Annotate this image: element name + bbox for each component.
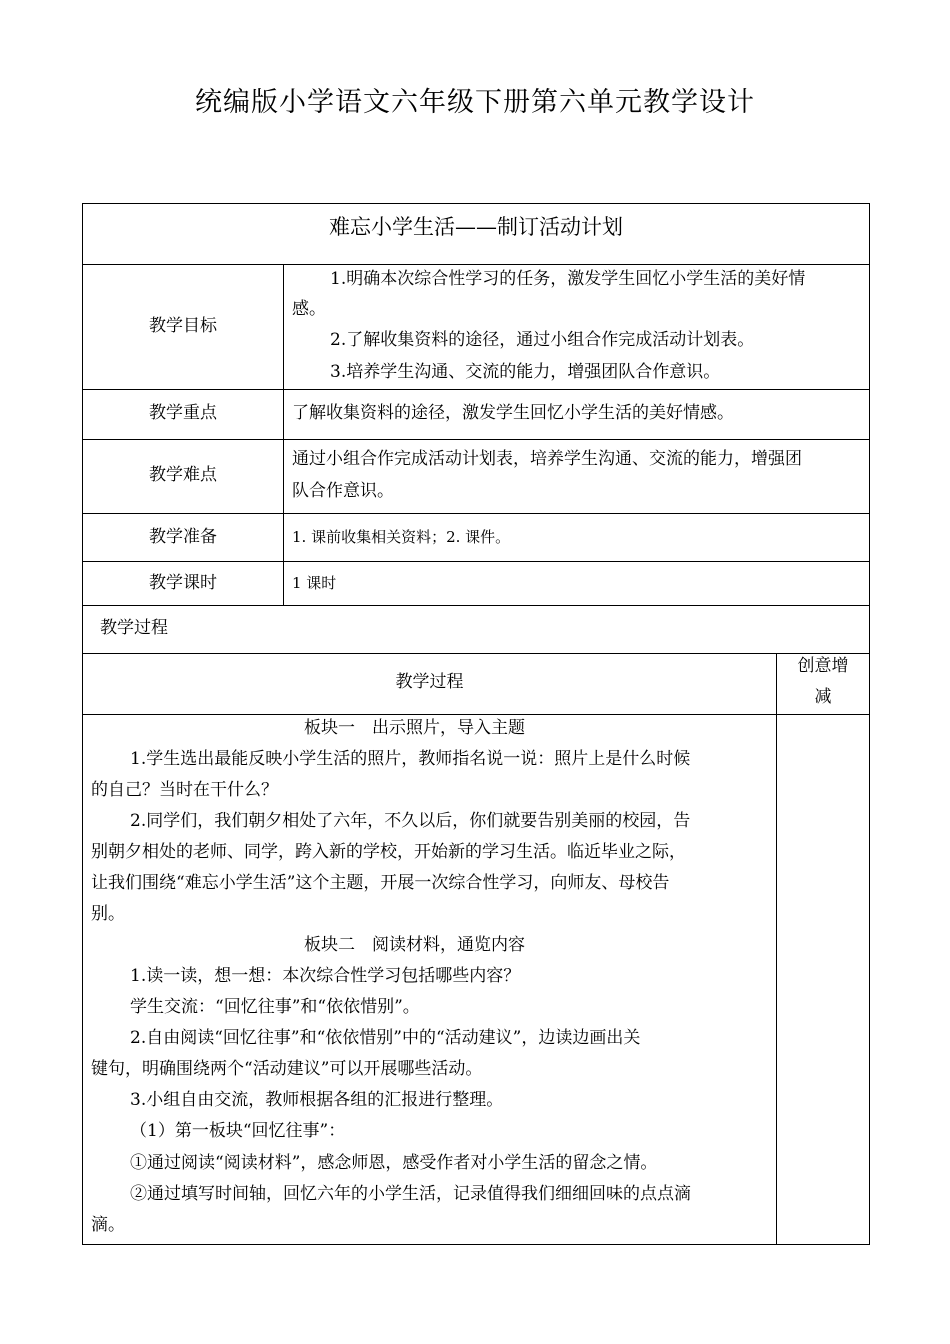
process-line: 1.学生选出最能反映小学生活的照片，教师指名说一说：照片上是什么时候 <box>130 749 691 769</box>
process-line: 别朝夕相处的老师、同学，跨入新的学校，开始新的学习生活。临近毕业之际， <box>91 842 686 862</box>
lesson-title: 难忘小学生活——制订活动计划 <box>329 215 623 239</box>
table-border-bottom <box>82 1244 870 1245</box>
process-line: 的自己？当时在干什么？ <box>91 780 278 800</box>
process-line: 让我们围绕“难忘小学生活”这个主题，开展一次综合性学习，向师友、母校告 <box>91 873 670 893</box>
process-line: ②通过填写时间轴，回忆六年的小学生活，记录值得我们细细回味的点点滴 <box>130 1184 691 1204</box>
row-divider <box>82 389 870 390</box>
process-line: 3.小组自由交流，教师根据各组的汇报进行整理。 <box>130 1090 504 1110</box>
document-title: 统编版小学语文六年级下册第六单元教学设计 <box>195 87 755 118</box>
label-column-divider <box>283 264 284 606</box>
table-border-left <box>82 203 83 1245</box>
difficulties-line: 通过小组合作完成活动计划表，培养学生沟通、交流的能力，增强团 <box>292 449 802 469</box>
preparation-text: 1. 课前收集相关资料；2. 课件。 <box>292 528 511 546</box>
process-line: 1.读一读，想一想：本次综合性学习包括哪些内容？ <box>130 966 521 986</box>
process-line: （1）第一板块“回忆往事”： <box>130 1121 346 1141</box>
process-line: 滴。 <box>91 1215 125 1235</box>
process-line: 2.自由阅读“回忆往事”和“依依惜别”中的“活动建议”，边读边画出关 <box>130 1028 641 1048</box>
difficulties-label: 教学难点 <box>149 465 217 485</box>
process-line: 键句，明确围绕两个“活动建议”可以开展哪些活动。 <box>91 1059 483 1079</box>
difficulties-line: 队合作意识。 <box>292 481 394 501</box>
objectives-line: 感。 <box>292 299 326 319</box>
hours-text: 1 课时 <box>292 574 337 592</box>
table-border-right <box>869 203 870 1245</box>
row-divider <box>82 561 870 562</box>
key-points-label: 教学重点 <box>149 403 217 423</box>
key-points-text: 了解收集资料的途径，激发学生回忆小学生活的美好情感。 <box>292 403 734 423</box>
row-divider <box>82 439 870 440</box>
process-line: 学生交流：“回忆往事”和“依依惜别”。 <box>130 997 420 1017</box>
section-heading: 板块一 出示照片，导入主题 <box>304 718 525 738</box>
objectives-line: 1.明确本次综合性学习的任务，激发学生回忆小学生活的美好情 <box>330 269 806 289</box>
row-divider <box>82 605 870 606</box>
objectives-label: 教学目标 <box>149 316 217 336</box>
process-line: 别。 <box>91 904 125 924</box>
section-heading: 板块二 阅读材料，通览内容 <box>304 935 525 955</box>
preparation-label: 教学准备 <box>149 527 217 547</box>
process-section-label: 教学过程 <box>100 618 168 638</box>
objectives-line: 2.了解收集资料的途径，通过小组合作完成活动计划表。 <box>330 330 755 350</box>
process-header-main: 教学过程 <box>395 672 464 692</box>
process-header-side-line1: 创意增 <box>797 656 849 676</box>
table-border-top <box>82 203 870 204</box>
row-divider <box>82 653 870 654</box>
process-line: 2.同学们，我们朝夕相处了六年，不久以后，你们就要告别美丽的校园，告 <box>130 811 691 831</box>
side-column-divider <box>776 653 777 1245</box>
objectives-line: 3.培养学生沟通、交流的能力，增强团队合作意识。 <box>330 362 721 382</box>
process-header-side-line2: 减 <box>814 687 832 707</box>
process-line: ①通过阅读“阅读材料”，感念师恩，感受作者对小学生活的留念之情。 <box>130 1153 658 1173</box>
row-divider <box>82 513 870 514</box>
hours-label: 教学课时 <box>149 573 217 593</box>
